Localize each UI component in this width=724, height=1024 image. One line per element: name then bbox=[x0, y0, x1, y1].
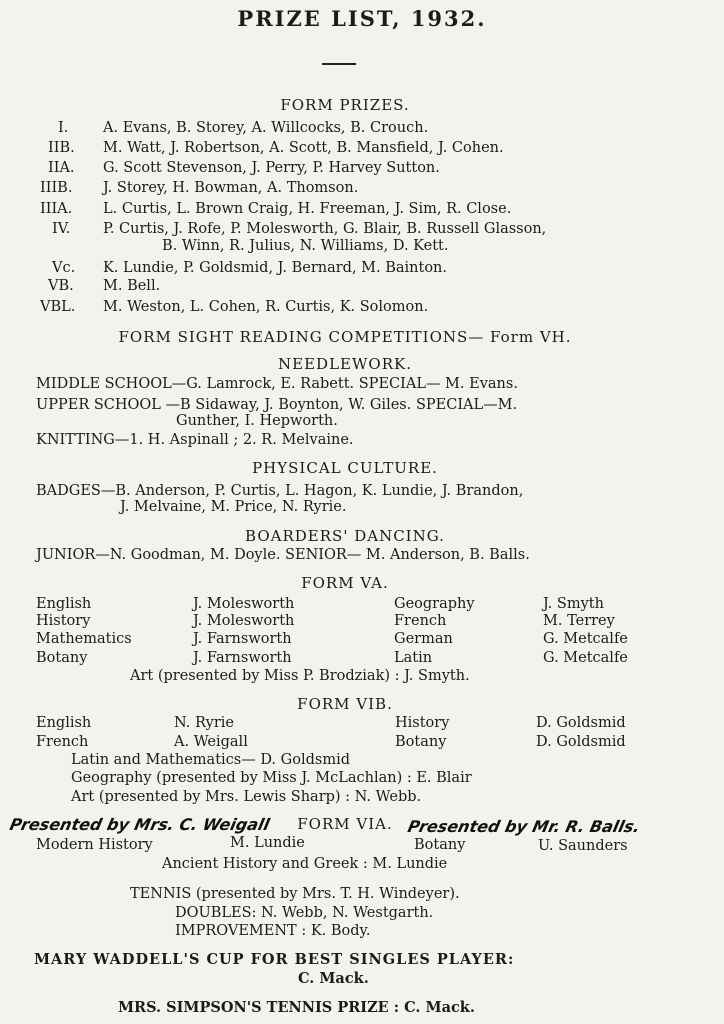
cup-heading: MARY WADDELL'S CUP FOR BEST SINGLES PLAYER: bbox=[34, 951, 515, 968]
form-label: IV. bbox=[52, 221, 71, 237]
subject: Geography bbox=[394, 596, 475, 612]
form-via-ancient: Ancient History and Greek : M. Lundie bbox=[162, 856, 448, 872]
form-names: M. Bell. bbox=[103, 278, 161, 294]
form-label: Vc. bbox=[52, 260, 76, 276]
subject: Mathematics bbox=[36, 631, 132, 647]
subject: Botany bbox=[395, 734, 447, 750]
subject: German bbox=[394, 631, 453, 647]
form-names: M. Weston, L. Cohen, R. Curtis, K. Solomon. bbox=[103, 299, 429, 315]
form-vib-heading: FORM VIB. bbox=[297, 695, 393, 713]
form-label: VB. bbox=[48, 278, 74, 294]
subject: History bbox=[395, 715, 450, 731]
form-via-heading: FORM VIA. bbox=[297, 815, 393, 833]
boarders-dancing-line: JUNIOR—N. Goodman, M. Doyle. SENIOR— M. Anderson, B. Balls. bbox=[36, 547, 530, 563]
form-prizes-heading: FORM PRIZES. bbox=[280, 96, 410, 114]
subject: Botany bbox=[414, 837, 466, 853]
subject: History bbox=[36, 613, 91, 629]
form-names: A. Evans, B. Storey, A. Willcocks, B. Crouch. bbox=[103, 120, 429, 136]
form-vib-art: Art (presented by Mrs. Lewis Sharp) : N. Webb. bbox=[71, 789, 422, 805]
winner: G. Metcalfe bbox=[543, 631, 628, 647]
form-label: I. bbox=[58, 120, 69, 136]
form-label: IIA. bbox=[48, 160, 75, 176]
winner: U. Saunders bbox=[538, 838, 628, 854]
winner: G. Metcalfe bbox=[543, 650, 628, 666]
handwritten-note-left: Presented by Mrs. C. Weigall bbox=[7, 815, 272, 834]
winner: D. Goldsmid bbox=[536, 734, 626, 750]
form-label: IIB. bbox=[48, 140, 75, 156]
boarders-dancing-heading: BOARDERS' DANCING. bbox=[245, 527, 445, 545]
form-label: IIIA. bbox=[40, 201, 73, 217]
form-names: G. Scott Stevenson, J. Perry, P. Harvey Sutton. bbox=[103, 160, 440, 176]
winner: M. Lundie bbox=[230, 835, 305, 851]
form-va-heading: FORM VA. bbox=[301, 574, 389, 592]
winner: N. Ryrie bbox=[174, 715, 234, 731]
winner: A. Weigall bbox=[174, 734, 248, 750]
tennis-heading: TENNIS (presented by Mrs. T. H. Windeyer). bbox=[130, 886, 460, 902]
winner: M. Terrey bbox=[543, 613, 615, 629]
cup-winner: C. Mack. bbox=[298, 970, 369, 987]
form-label: IIIB. bbox=[40, 180, 73, 196]
title-divider bbox=[322, 63, 356, 65]
needlework-knitting: KNITTING—1. H. Aspinall ; 2. R. Melvaine. bbox=[36, 432, 354, 448]
needlework-upper-school-continued: Gunther, I. Hepworth. bbox=[176, 413, 338, 429]
subject: Latin bbox=[394, 650, 433, 666]
tennis-improvement: IMPROVEMENT : K. Body. bbox=[175, 923, 371, 939]
physical-culture-badges: BADGES—B. Anderson, P. Curtis, L. Hagon, K. Lundie, J. Brandon, bbox=[36, 483, 524, 499]
handwritten-note-right: Presented by Mr. R. Balls. bbox=[405, 817, 642, 836]
subject: English bbox=[36, 596, 92, 612]
winner: J. Molesworth bbox=[193, 613, 295, 629]
winner: D. Goldsmid bbox=[536, 715, 626, 731]
physical-culture-heading: PHYSICAL CULTURE. bbox=[252, 459, 438, 477]
form-names-continued: B. Winn, R. Julius, N. Williams, D. Kett. bbox=[162, 238, 449, 254]
needlework-heading: NEEDLEWORK. bbox=[278, 355, 412, 373]
form-va-art: Art (presented by Miss P. Brodziak) : J. Smyth. bbox=[130, 668, 470, 684]
subject: Botany bbox=[36, 650, 88, 666]
subject: French bbox=[36, 734, 89, 750]
subject: Modern History bbox=[36, 837, 153, 853]
form-vib-geography: Geography (presented by Miss J. McLachlan) : E. Blair bbox=[71, 770, 472, 786]
page-title: PRIZE LIST, 1932. bbox=[237, 6, 487, 31]
winner: J. Smyth bbox=[543, 596, 604, 612]
form-label: VBL. bbox=[40, 299, 76, 315]
form-names: M. Watt, J. Robertson, A. Scott, B. Mansfield, J. Cohen. bbox=[103, 140, 504, 156]
needlework-middle-school: MIDDLE SCHOOL—G. Lamrock, E. Rabett. SPECIAL— M. Evans. bbox=[36, 376, 518, 392]
tennis-doubles: DOUBLES: N. Webb, N. Westgarth. bbox=[175, 905, 434, 921]
form-names: P. Curtis, J. Rofe, P. Molesworth, G. Blair, B. Russell Glasson, bbox=[103, 221, 547, 237]
winner: J. Farnsworth bbox=[193, 650, 292, 666]
winner: J. Farnsworth bbox=[193, 631, 292, 647]
subject: English bbox=[36, 715, 92, 731]
form-names: K. Lundie, P. Goldsmid, J. Bernard, M. Bainton. bbox=[103, 260, 448, 276]
needlework-upper-school: UPPER SCHOOL —B Sidaway, J. Boynton, W. Giles. SPECIAL—M. bbox=[36, 397, 518, 413]
winner: J. Molesworth bbox=[193, 596, 295, 612]
simpson-tennis-prize: MRS. SIMPSON'S TENNIS PRIZE : C. Mack. bbox=[118, 999, 475, 1016]
physical-culture-badges-continued: J. Melvaine, M. Price, N. Ryrie. bbox=[120, 499, 347, 515]
subject: French bbox=[394, 613, 447, 629]
form-names: L. Curtis, L. Brown Craig, H. Freeman, J. Sim, R. Close. bbox=[103, 201, 512, 217]
form-names: J. Storey, H. Bowman, A. Thomson. bbox=[103, 180, 359, 196]
sight-reading-heading: FORM SIGHT READING COMPETITIONS— Form VH. bbox=[118, 328, 572, 346]
form-vib-latin: Latin and Mathematics— D. Goldsmid bbox=[71, 752, 350, 768]
